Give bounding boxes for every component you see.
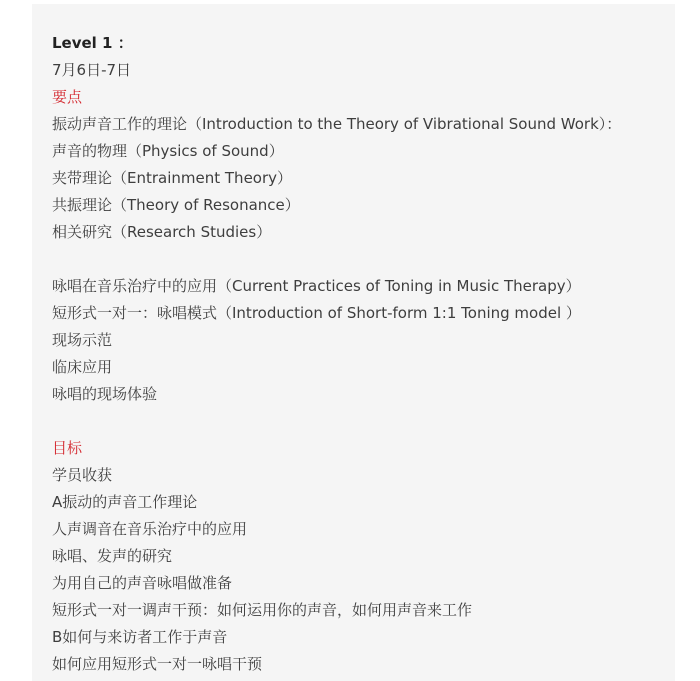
list-item: 声音的物理（Physics of Sound） bbox=[52, 142, 284, 160]
level-title: Level 1 ： bbox=[52, 34, 133, 52]
goals-heading: 目标 bbox=[52, 439, 83, 457]
key-points-heading: 要点 bbox=[52, 88, 83, 106]
list-item: 共振理论（Theory of Resonance） bbox=[52, 196, 300, 214]
list-item: 为用自己的声音咏唱做准备 bbox=[52, 574, 233, 592]
list-item: 临床应用 bbox=[52, 358, 113, 376]
list-item: 现场示范 bbox=[52, 331, 113, 349]
list-item: 夹带理论（Entrainment Theory） bbox=[52, 169, 293, 187]
spacer bbox=[52, 408, 672, 435]
list-item: 振动声音工作的理论（Introduction to the Theory of Vibrational Sound Work）： bbox=[52, 115, 622, 133]
list-item: B如何与来访者工作于声音 bbox=[52, 628, 228, 646]
article-content bbox=[52, 30, 672, 678]
list-item: 如何应用短形式一对一咏唱干预 bbox=[52, 655, 263, 673]
list-item: 短形式一对一调声干预：如何运用你的声音，如何用声音来工作 bbox=[52, 601, 473, 619]
list-item: 咏唱、发声的研究 bbox=[52, 547, 173, 565]
list-item: 短形式一对一：咏唱模式（Introduction of Short-form 1:1 Toning model ） bbox=[52, 304, 581, 322]
list-item: 人声调音在音乐治疗中的应用 bbox=[52, 520, 248, 538]
spacer bbox=[52, 246, 672, 273]
list-item: 学员收获 bbox=[52, 466, 113, 484]
list-item: 相关研究（Research Studies） bbox=[52, 223, 272, 241]
list-item: A振动的声音工作理论 bbox=[52, 493, 198, 511]
date-range: 7月6日-7日 bbox=[52, 61, 132, 79]
list-item: 咏唱的现场体验 bbox=[52, 385, 158, 403]
list-item: 咏唱在音乐治疗中的应用（Current Practices of Toning in Music Therapy） bbox=[52, 277, 581, 295]
